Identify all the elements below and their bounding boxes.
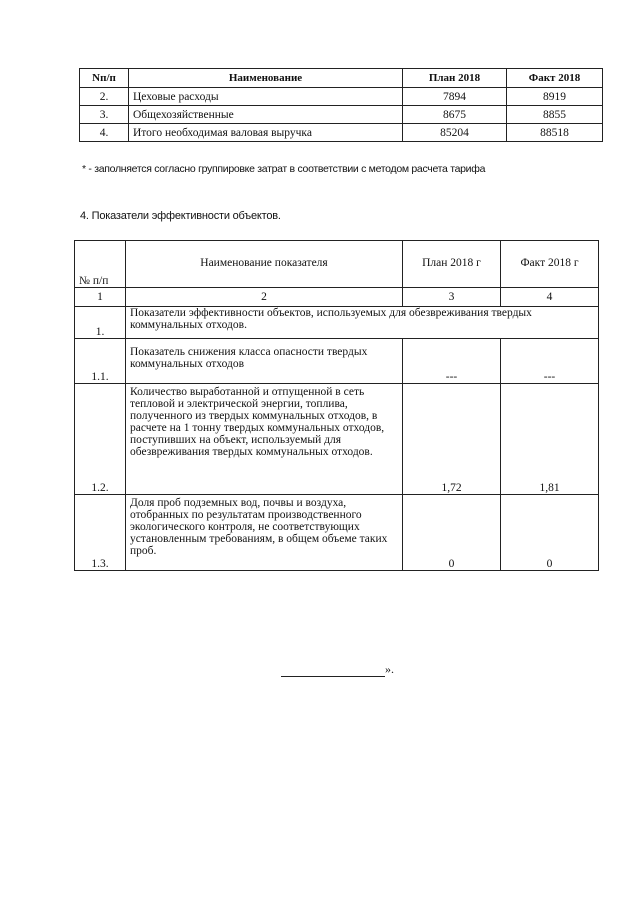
row-number: 1.3.	[75, 495, 126, 571]
table-row	[75, 384, 599, 495]
financial-table	[79, 68, 603, 142]
row-name: Итого необходимая валовая выручка	[129, 124, 403, 142]
closing-line	[281, 662, 394, 677]
row-plan: 7894	[403, 88, 507, 106]
row-fact: ---	[501, 339, 599, 384]
row-name: Количество выработанной и отпущенной в сеть тепловой и электрической энергии, топлива, полученного из твердых коммунальных отходов, в расчете на 1 тонну твердых коммунальных отходов, поступивших на объект, используемый для обезвреживания твердых коммунальных отходов.	[126, 384, 403, 495]
table-row	[80, 88, 603, 106]
table-row	[75, 495, 599, 571]
row-plan: ---	[403, 339, 501, 384]
row-plan: 85204	[403, 124, 507, 142]
row-fact: 0	[501, 495, 599, 571]
col-header-fact: Факт 2018	[507, 69, 603, 88]
row-name: Доля проб подземных вод, почвы и воздуха, отобранных по результатам производственного экологического контроля, не соответствующих установленным требованиям, в общем объеме таких проб.	[126, 495, 403, 571]
col-number: 3	[403, 288, 501, 307]
col-header-name: Наименование показателя	[126, 241, 403, 288]
signature-underline	[281, 664, 385, 677]
col-header-name: Наименование	[129, 69, 403, 88]
row-number: 1.1.	[75, 339, 126, 384]
closing-mark: ».	[385, 662, 394, 676]
row-name: Показатели эффективности объектов, используемых для обезвреживания твердых коммунальных отходов.	[126, 307, 599, 339]
column-numbers-row	[75, 288, 599, 307]
section-title: 4. Показатели эффективности объектов.	[80, 210, 281, 222]
row-plan: 0	[403, 495, 501, 571]
row-plan: 8675	[403, 106, 507, 124]
row-number: 2.	[80, 88, 129, 106]
table-header-row	[80, 69, 603, 88]
col-header-plan: План 2018	[403, 69, 507, 88]
table-row	[80, 106, 603, 124]
row-fact: 1,81	[501, 384, 599, 495]
footnote: * - заполняется согласно группировке затрат в соответствии с методом расчета тарифа	[82, 163, 486, 175]
row-fact: 8855	[507, 106, 603, 124]
col-header-number: Nп/п	[80, 69, 129, 88]
efficiency-table	[74, 240, 599, 571]
col-header-fact: Факт 2018 г	[501, 241, 599, 288]
row-number: 3.	[80, 106, 129, 124]
table-header-row	[75, 241, 599, 288]
row-name: Общехозяйственные	[129, 106, 403, 124]
row-plan: 1,72	[403, 384, 501, 495]
row-fact: 8919	[507, 88, 603, 106]
col-number: 2	[126, 288, 403, 307]
row-number: 1.	[75, 307, 126, 339]
col-header-plan: План 2018 г	[403, 241, 501, 288]
row-number: 1.2.	[75, 384, 126, 495]
table-row	[75, 307, 599, 339]
col-number: 4	[501, 288, 599, 307]
col-number: 1	[75, 288, 126, 307]
row-name: Показатель снижения класса опасности твердых коммунальных отходов	[126, 339, 403, 384]
col-header-number: № п/п	[75, 241, 126, 288]
row-name: Цеховые расходы	[129, 88, 403, 106]
table-row	[75, 339, 599, 384]
table-row	[80, 124, 603, 142]
row-fact: 88518	[507, 124, 603, 142]
row-number: 4.	[80, 124, 129, 142]
